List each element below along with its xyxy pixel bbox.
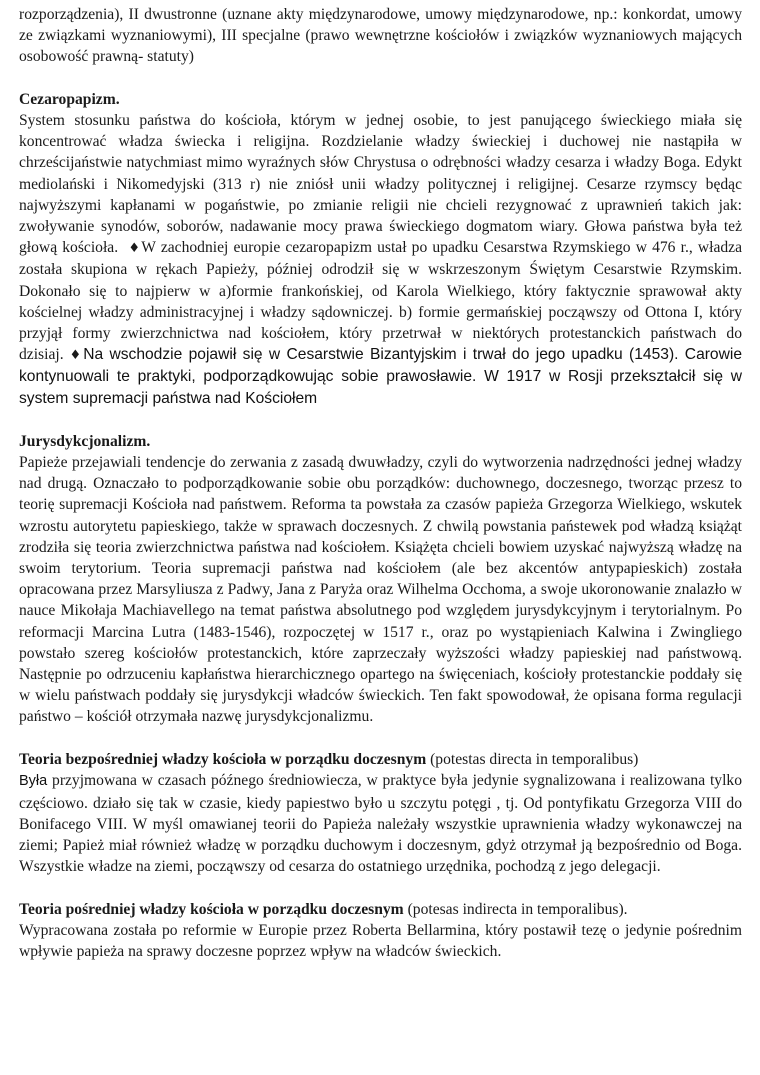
potestas-indirecta-title: Teoria pośredniej władzy kościoła w porządku doczesnym: [19, 900, 404, 918]
cezaropapizm-text-2: W zachodniej europie cezaropapizm ustał po upadku Cesarstwa Rzymskiego w 476 r., władza została skupiona w rękach Papieży, później odrodził się w wskrzeszonym Świętym Cesarstwie Rzymskim. Dokonało się to najpierw w a)formie frankońskiej, od Karola Wielkiego, który faktycznie sprawował akty kościelnej władzy administracyjnej i władzy sądowniczej. b) formie germańskiej począwszy od Ottona I, który przyjął formy zwierzchnictwa nad kościołem, który przetrwał w niektórych protestanckich państwach do dzisiaj.: [19, 239, 743, 364]
cezaropapizm-text-1: System stosunku państwa do kościoła, którym w jednej osobie, to jest panującego świeckiego miała się koncentrować władza świecka i religijna. Rozdzielanie władzy świeckiej i duchowej nie nastąpiła w chrześcijaństwie natychmiast mimo wyraźnych słów Chrystusa o odrębności władzy cesarza i władzy Boga. Edykt mediolański i Nikomedyjski (313 r) nie zniósł unii władzy politycznej i religijnej. Cesarze rzymscy będąc najwyższymi kapłanami w pogaństwie, po zmianie religii nie chcieli rezygnować z uprawnień takich jak: zwoływanie synodów, soborów, nadawanie mocy prawa świeckiego dogmatom wiary. Głowa państwa była też głową kościoła.: [19, 112, 742, 257]
section-title-jurysdykcjonalizm: Jurysdykcjonalizm.: [19, 432, 151, 450]
potestas-directa-heading: [19, 749, 742, 770]
spacer: [19, 410, 742, 431]
jurysdykcjonalizm-paragraph: Papieże przejawiali tendencje do zerwania z zasadą dwuwładzy, czyli do wytworzenia nadrzędności jednej władzy nad drugą. Oznaczało to podporządkowanie sobie obu porządków: duchownego, doczesnego, tworząc przesz to teorię supremacji Kościoła nad państwem. Reforma ta powstała za czasów papieża Grzegorza Wielkiego, wskutek wzrostu autorytetu papieskiego, także w sprawach doczesnych. Z chwilą powstania państewek pod władzą książąt zrodziła się teoria zwierzchnictwa państwa nad kościołem. Książęta chcieli bowiem uzyskać najwyższą władzę na swoim terytorium. Teoria supremacji państwa nad kościołem (ale bez akcentów antypapieskich) została opracowana przez Marsyliusza z Padwy, Jana z Paryża oraz Wilhelma Occhoma, a swoje ukoronowanie znalazło w nauce Mikołaja Machiavellego na temat państwa absolutnego pod względem jurysdykcyjnym i terytorialnym. Po reformacji Marcina Lutra (1483-1546), rozpoczętej w 1517 r., oraz po wystąpieniach Kalwina i Zwingliego powstało szereg kościołów protestanckich, które zaprzeczały wyższości władzy papieskiej nad państwową. Następnie po odrzuceniu kapłaństwa hierarchicznego opartego na święceniach, kościoły protestanckie poddały się w wielu państwach poddały się jurysdykcji władców świeckich. Ten fakt spowodował, że opisana forma regulacji państwo – kościół otrzymała nazwę jurysdykcjonalizmu.: [19, 454, 742, 726]
diamond-bullet-icon: ♦: [128, 241, 142, 257]
potestas-indirecta-heading: [19, 899, 742, 920]
cezaropapizm-paragraph: [19, 110, 742, 410]
potestas-indirecta-paragraph: Wypracowana została po reformie w Europie przez Roberta Bellarmina, który postawił tezę o jedynie pośrednim wpływie papieża na sprawy doczesne poprzez wpływ na władców świeckich.: [19, 921, 742, 961]
potestas-directa-latin: (potestas directa in temporalibus): [430, 750, 639, 768]
spacer: [19, 728, 742, 749]
potestas-indirecta-latin: (potesas indirecta in temporalibus).: [407, 900, 628, 918]
section-title-cezaropapizm: Cezaropapizm.: [19, 90, 120, 108]
spacer: [19, 68, 742, 89]
intro-paragraph: rozporządzenia), II dwustronne (uznane akty międzynarodowe, umowy międzynarodowe, np.: konkordat, umowy ze związkami wyznaniowymi), III specjalne (prawo wewnętrzne kościołów i związków wyznaniowych mających osobowość prawną- statuty): [19, 6, 742, 66]
potestas-directa-first-word: Była: [19, 773, 48, 790]
spacer: [19, 877, 742, 898]
cezaropapizm-text-3: Na wschodzie pojawił się w Cesarstwie Bizantyjskim i trwał do jego upadku (1453). Carowie kontynuowali te praktyki, podporządkowując sobie prawosławie. W 1917 w Rosji przekształcił się w system supremacji państwa nad Kościołem: [19, 346, 743, 408]
potestas-directa-text: przyjmowana w czasach późnego średniowiecza, w praktyce była jedynie sygnalizowana i realizowana tylko częściowo. działo się tak w czasie, kiedy papiestwo było u szczytu potęgi , tj. Od pontyfikatu Grzegorza VIII do Bonifacego VIII. W myśl omawianej teorii do Papieża należały wszystkie uprawnienia władzy wykonawczej na ziemi; Papież miał również władzę w porządku duchowym i doczesnym, gdyż otrzymał ją bezpośrednio od Boga. Wszystkie władze na ziemi, począwszy od cesarza do ostatniego urzędnika, pochodzą z jego delegacji.: [19, 772, 742, 876]
diamond-bullet-icon: ♦: [69, 348, 84, 364]
potestas-directa-paragraph: [19, 770, 742, 877]
potestas-directa-title: Teoria bezpośredniej władzy kościoła w porządku doczesnym: [19, 750, 427, 768]
